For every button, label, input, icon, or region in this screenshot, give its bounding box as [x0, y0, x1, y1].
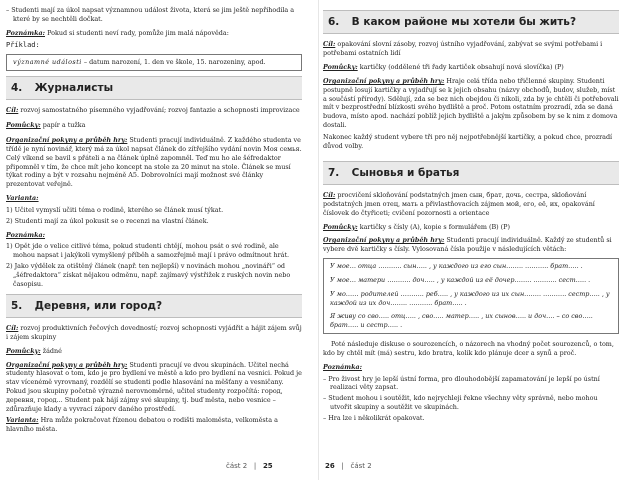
- section-4-goal-label: Cíl:: [6, 106, 19, 115]
- section-5-variant-label: Varianta:: [6, 416, 39, 425]
- template-sentence: У мое… отца ……….. сын….. , у каждого из его сын…….. ……….. брат….. .: [330, 262, 583, 271]
- section-5-goal: [6, 324, 302, 342]
- list-item: 2) Jako výdělek za otištěný článek (např. ten nejlepší) v novinách mohou „novináři“ od „šéfredaktora“ získat nějakou odměnu, např. zajímavý výstřižek z ruských novin nebo časopisu.: [6, 262, 291, 288]
- section-7-instructions: [323, 236, 619, 254]
- list-item: 1) Učitel vymyslí učiti téma o rodině, kterého se článek musí týkat.: [6, 205, 224, 214]
- section-6-heading: [323, 10, 619, 34]
- template-sentence: У мо…… родителей ……….. реб….. , у каждого из их сын…….. ……….. сестр….. , у каждой из их доч…….. ……….. брат….. .: [330, 289, 610, 307]
- example-label: Příklad:: [6, 41, 40, 50]
- section-7-instructions-text: Studenti pracují individuálně. Každý ze studentů si vybere dvě kartičky s čísly. Vylosovaná čísla použije v následujících větách:: [323, 236, 612, 254]
- list-item: – Pro živost hry je lepší ústní forma, pro dlouhodobější zapamatování je lepší po ústní realizaci věty zapsat.: [323, 374, 600, 392]
- list-item: – Hra lze i několikrát opakovat.: [323, 413, 425, 422]
- section-4-instructions-text: Studenti pracují individuálně. Z každého studenta ve třídě je nyní novinář, který má za úkol napsat článek do zítřejšího vydání novin Моя семья. Celý víkend se bavil s přáteli a na článek úplně zapomněl. Teď mu ho ale šéfredaktor připomněl v tím, že chce mít jeho koncept na stole za 20 minut na stole. Článek se musí týkat rodiny a být v rozsahu nejméně A5. Dobrovolníci mají možnost své články prezentovat veřejně.: [6, 136, 302, 189]
- section-4-aids: [6, 121, 302, 130]
- section-7-aids-label: Pomůcky:: [323, 222, 358, 231]
- section-7-aids-text: kartičky s čísly (A), kopie s formulářem (B) (P): [359, 222, 510, 231]
- note-1-text: Pokud si studenti neví rady, pomůže jim malá nápověda:: [47, 28, 229, 37]
- section-4-goal-text: rozvoj samostatného písemného vyjadřování; rozvoj fantazie a schopnosti improvizace: [20, 106, 300, 115]
- section-7-goal-label: Cíl:: [323, 191, 336, 200]
- section-5-variant-text: Hra může pokračovat řízenou debatou o rodišti maloměsta, velkoměsta a hlavního města.: [6, 416, 278, 434]
- section-4-aids-text: papír a tužka: [42, 121, 86, 130]
- section-6-aids: [323, 63, 619, 72]
- sentence-template-box: [323, 258, 619, 334]
- section-6-goal-label: Cíl:: [323, 40, 336, 49]
- note-1-label: Poznámka:: [6, 28, 46, 37]
- note-1: [6, 29, 302, 38]
- section-7-goal-text: procvičení skloňování podstatných jmen сын, брат, дочь, сестра, skloňování podstatných jmen отец, мать a přivlastňovacích zájmen мой, его, её, их, opakování číslovek do čtyřiceti; cvičení pozornosti a orientace: [323, 191, 595, 217]
- example-italic: významné události: [13, 58, 82, 67]
- section-7-instructions-label: Organizační pokyny a průběh hry:: [323, 236, 445, 245]
- left-page-number: 25: [262, 462, 273, 471]
- template-sentence: Я живу со сво….. отц….. , сво….. матер….. , их сынов….. и доч…. – со сво….. брат….. и сестр….. .: [330, 312, 593, 330]
- section-5-number: 5.: [11, 299, 23, 312]
- section-5-instructions-label: Organizační pokyny a průběh hry:: [6, 360, 128, 369]
- left-footer-part: část 2: [226, 462, 248, 471]
- right-page-number: 26: [325, 462, 335, 471]
- example-text: – datum narození, 1. den ve škole, 15. narozeniny, apod.: [83, 58, 266, 67]
- section-4-variant-label: Varianta:: [6, 194, 39, 203]
- section-5-variant: [6, 416, 302, 434]
- section-4-aids-label: Pomůcky:: [6, 121, 41, 130]
- section-7-aids: [323, 223, 619, 232]
- right-footer-part: část 2: [350, 462, 372, 471]
- section-6-goal-text: opakování slovní zásoby, rozvoj ústního vyjadřování, zabývat se svými potřebami i potřebami ostatních lidí: [323, 40, 603, 58]
- section-7-after: Poté následuje diskuse o sourozencích, o názorech na vhodný počet sourozenců, o tom, kdo by chtěl mít (má) sestru, kdo bratra, kolik kdo plánuje dcer a synů a proč.: [323, 340, 614, 357]
- section-4-heading: [6, 76, 302, 100]
- section-6-aids-text: kartičky (oddělené tři řady kartiček obsahují nová slovíčka) (P): [359, 63, 564, 72]
- right-footer: 26 | část 2: [325, 462, 372, 471]
- section-5-goal-label: Cíl:: [6, 324, 19, 333]
- list-item: 1) Opět jde o velice citlivé téma, pokud studenti chtějí, mohou psát o své rodině, ale mohou napsat i jakýkoli vymyšlený příběh a samozřejmě mají i právo odmítnout hrát.: [6, 242, 290, 260]
- section-5-aids: [6, 347, 302, 356]
- section-7-number: 7.: [328, 166, 340, 179]
- section-5-title: Деревня, или город?: [34, 299, 163, 312]
- section-6-goal: [323, 40, 619, 58]
- section-4-note-list: [6, 242, 302, 288]
- section-6-aids-label: Pomůcky:: [323, 63, 358, 72]
- section-6-instructions-text: Hraje celá třída nebo třičlenné skupiny. Studenti postupně losují kartičky a vyjadřují se k jejich obsahu (názvy obchodů, budov, služeb, míst a součástí přírody). Sdělují, zda se bez nich obejdou či nikoli, zda by je chtěli či potřebovali mít v bezprostřední blízkosti svého bydliště a proč. Potom ostatním prozradí, zda se daná budova, místo apod. nachází poblíž jejich bydliště a jakým způsobem by se k nim z domova dostali.: [323, 76, 619, 130]
- section-6-number: 6.: [328, 16, 340, 28]
- section-7-note-list: [323, 375, 619, 423]
- section-4-note-label: Poznámka:: [6, 230, 46, 239]
- list-item: – Student mohou i soutěžit, kdo nejrychleji řekne všechny věty správně, nebo mohou utvořit skupiny a soutěžit ve skupinách.: [323, 394, 598, 411]
- right-page: [323, 0, 619, 480]
- section-7-note-label: Poznámka:: [323, 362, 363, 371]
- section-6-ending: Nakonec každý student vybere tři pro něj nejpotřebnější kartičky, a pokud chce, prozradí důvod volby.: [323, 132, 613, 150]
- section-4-number: 4.: [11, 81, 23, 94]
- left-page: [6, 0, 302, 480]
- top-bullet: – Studenti mají za úkol napsat významnou událost života, která se jim ještě nepřihodila a které by se nechtěli dočkat.: [6, 6, 295, 23]
- section-5-goal-text: rozvoj produktivních řečových dovedností; rozvoj schopnosti vyjádřit a hájit zájem svůj i zájem skupiny: [6, 324, 302, 341]
- section-6-title: В каком районе мы хотели бы жить?: [351, 16, 577, 28]
- section-4-goal: [6, 106, 302, 115]
- list-item: 2) Studenti mají za úkol pokusit se o recenzi na vlastní článek.: [6, 216, 209, 225]
- section-4-variant-list: [6, 206, 302, 226]
- section-5-instructions: [6, 361, 302, 414]
- example-box: [6, 54, 302, 71]
- section-7-title: Сыновья и братья: [351, 166, 460, 179]
- section-4-instructions-label: Organizační pokyny a průběh hry:: [6, 136, 128, 145]
- template-sentence: У мое… матери ……….. доч….. , у каждой из её дочер…….. ……….. сест….. .: [330, 275, 591, 284]
- section-5-instructions-text: Studenti pracují ve dvou skupinách. Učitel nechá studenty hlasovat o tom, kdo je pro bydlení ve městě a kdo pro bydlení na vesnici. Pokud je stav vícenémě vyrovnaný, rozdělí se studenti podle hlasování na měšťany a vesničany. Pokud jsou skupiny početně výrazně nerovnoměrné, učitel studenty rozpočítá: город, деревня, город... Student pak hájí zájmy své skupiny, tj. buď města, nebo vesnice – zdůrazňuje klady a vyvrací záporv daného prostředí.: [6, 360, 302, 413]
- section-4-instructions: [6, 136, 302, 189]
- section-7-goal: [323, 191, 619, 217]
- section-5-heading: [6, 294, 302, 318]
- section-6-instructions-label: Organizační pokyny a průběh hry:: [323, 76, 445, 85]
- section-4-title: Журналисты: [34, 81, 114, 94]
- section-6-instructions: [323, 77, 619, 130]
- page-gutter: [318, 0, 319, 480]
- section-5-aids-label: Pomůcky:: [6, 346, 41, 355]
- section-7-heading: [323, 161, 619, 185]
- section-5-aids-text: žádné: [42, 346, 62, 355]
- left-footer: část 2 | 25: [226, 462, 273, 471]
